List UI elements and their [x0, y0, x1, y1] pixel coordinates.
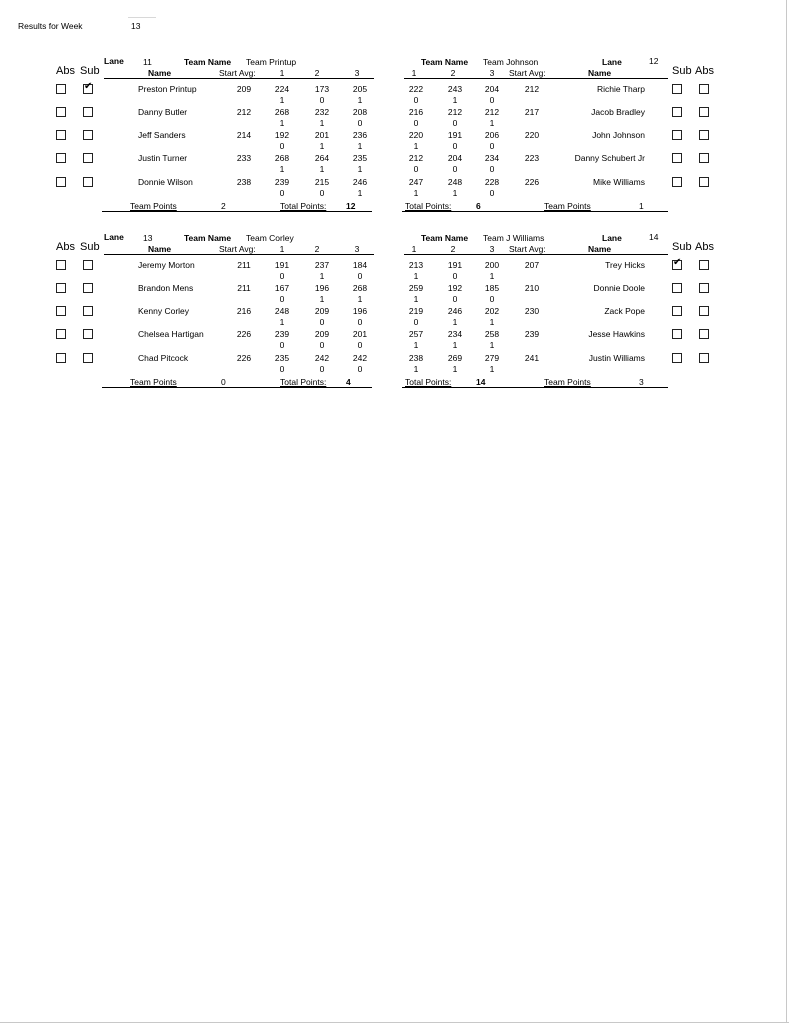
game-score-3: 228	[484, 177, 500, 187]
lane-label: Lane	[104, 56, 124, 66]
game-point-2: 0	[452, 141, 458, 151]
game-score-3: 185	[484, 283, 500, 293]
game-point-2: 0	[452, 294, 458, 304]
start-avg: 230	[524, 306, 540, 316]
game-score-3: 200	[484, 260, 500, 270]
player-name: Justin Turner	[138, 153, 188, 163]
abs-checkbox[interactable]	[699, 153, 709, 163]
game-score-2: 209	[314, 306, 330, 316]
game-score-2: 201	[314, 130, 330, 140]
sub-checkbox[interactable]	[83, 130, 93, 140]
lane-number: 12	[649, 56, 659, 66]
sub-header: Sub	[80, 65, 100, 77]
game-point-3: 0	[357, 271, 363, 281]
sub-checkbox[interactable]	[672, 306, 682, 316]
game-point-3: 1	[489, 364, 495, 374]
game-point-1: 1	[413, 340, 419, 350]
game-score-2: 173	[314, 84, 330, 94]
game-2-header: 2	[450, 244, 456, 254]
game-score-2: 237	[314, 260, 330, 270]
game-score-1: 222	[408, 84, 424, 94]
player-name: Donnie Wilson	[138, 177, 193, 187]
start-avg: 238	[236, 177, 252, 187]
game-point-1: 0	[413, 118, 419, 128]
game-score-2: 242	[314, 353, 330, 363]
sub-checkbox[interactable]	[83, 260, 93, 270]
game-point-2: 1	[319, 294, 325, 304]
team-points-value: 1	[639, 201, 644, 211]
game-score-2: 234	[447, 329, 463, 339]
player-name: Jesse Hawkins	[588, 329, 645, 339]
game-score-2: 264	[314, 153, 330, 163]
player-name: Richie Tharp	[596, 84, 645, 94]
team-points-label: Team Points	[130, 377, 177, 387]
game-point-1: 1	[413, 294, 419, 304]
abs-checkbox[interactable]	[699, 306, 709, 316]
game-point-1: 0	[279, 141, 285, 151]
abs-checkbox[interactable]	[699, 260, 709, 270]
abs-checkbox[interactable]	[699, 283, 709, 293]
lane-number: 11	[143, 57, 152, 67]
game-point-1: 0	[279, 271, 285, 281]
sub-checkbox[interactable]	[672, 84, 682, 94]
game-score-1: 268	[274, 107, 290, 117]
game-score-1: 235	[274, 353, 290, 363]
page-bottom-border	[0, 1022, 789, 1023]
footer-line	[402, 211, 668, 212]
game-point-1: 0	[279, 294, 285, 304]
total-points-label: Total Points:	[405, 377, 452, 387]
game-point-3: 0	[489, 294, 495, 304]
game-3-header: 3	[354, 68, 360, 78]
sub-checkbox[interactable]	[83, 177, 93, 187]
game-point-2: 0	[319, 364, 325, 374]
sub-checkbox[interactable]	[672, 329, 682, 339]
game-point-1: 0	[413, 317, 419, 327]
game-score-2: 248	[447, 177, 463, 187]
game-point-2: 1	[452, 188, 458, 198]
game-score-1: 167	[274, 283, 290, 293]
game-score-1: 219	[408, 306, 424, 316]
total-points-label: Total Points:	[405, 201, 452, 211]
game-point-3: 1	[489, 317, 495, 327]
player-name: Justin Williams	[588, 353, 645, 363]
player-name: Zack Pope	[604, 306, 645, 316]
game-score-3: 202	[484, 306, 500, 316]
abs-header: Abs	[56, 65, 75, 77]
player-name: Trey Hicks	[605, 260, 645, 270]
player-name: Chad Pitcock	[138, 353, 189, 363]
game-point-3: 1	[489, 271, 495, 281]
game-score-1: 268	[274, 153, 290, 163]
sub-checkbox[interactable]	[83, 306, 93, 316]
sub-checkbox[interactable]	[672, 153, 682, 163]
total-points-label: Total Points:	[280, 377, 327, 387]
game-2-header: 2	[450, 68, 456, 78]
team-name-label: Team Name	[184, 233, 232, 243]
game-score-2: 196	[314, 283, 330, 293]
game-point-1: 1	[279, 317, 285, 327]
sub-header: Sub	[672, 241, 692, 253]
sub-checkbox[interactable]	[83, 107, 93, 117]
start-avg: 226	[236, 329, 252, 339]
game-score-1: 191	[274, 260, 290, 270]
header-divider	[404, 254, 668, 255]
game-score-3: 258	[484, 329, 500, 339]
game-1-header: 1	[411, 68, 417, 78]
game-score-1: 247	[408, 177, 424, 187]
abs-checkbox[interactable]	[56, 177, 66, 187]
team-name: Team J Williams	[483, 233, 545, 243]
player-name: Kenny Corley	[138, 306, 190, 316]
total-points-value: 14	[476, 377, 486, 387]
player-name: Mike Williams	[593, 177, 645, 187]
game-score-1: 213	[408, 260, 424, 270]
game-score-3: 204	[484, 84, 500, 94]
game-1-header: 1	[411, 244, 417, 254]
game-point-3: 0	[357, 340, 363, 350]
start-avg: 210	[524, 283, 540, 293]
start-avg: 212	[236, 107, 252, 117]
game-point-1: 1	[413, 364, 419, 374]
sub-checkbox[interactable]	[83, 283, 93, 293]
game-score-3: 201	[352, 329, 368, 339]
game-score-3: 268	[352, 283, 368, 293]
start-avg: 217	[524, 107, 540, 117]
game-2-header: 2	[314, 68, 320, 78]
total-points-label: Total Points:	[280, 201, 327, 211]
game-point-3: 1	[489, 340, 495, 350]
game-score-3: 246	[352, 177, 368, 187]
game-score-1: 192	[274, 130, 290, 140]
game-score-3: 206	[484, 130, 500, 140]
game-point-3: 1	[357, 141, 363, 151]
game-point-3: 0	[489, 164, 495, 174]
game-point-2: 1	[452, 95, 458, 105]
start-avg: 207	[524, 260, 540, 270]
sub-header: Sub	[672, 65, 692, 77]
game-score-1: 239	[274, 177, 290, 187]
name-header: Name	[148, 244, 172, 254]
player-name: Donnie Doole	[593, 283, 645, 293]
game-score-2: 191	[447, 260, 463, 270]
abs-checkbox[interactable]	[699, 84, 709, 94]
player-name: Danny Butler	[138, 107, 188, 117]
abs-checkbox[interactable]	[56, 107, 66, 117]
lane-label: Lane	[104, 232, 124, 242]
name-header: Name	[148, 68, 172, 78]
footer-line	[102, 387, 372, 388]
game-point-3: 0	[357, 118, 363, 128]
player-name: Jacob Bradley	[591, 107, 645, 117]
start-avg-header: Start Avg:	[219, 68, 256, 78]
sub-checkbox[interactable]	[672, 107, 682, 117]
game-point-1: 0	[279, 340, 285, 350]
game-point-3: 1	[357, 164, 363, 174]
start-avg: 214	[236, 130, 252, 140]
start-avg: 233	[236, 153, 252, 163]
game-point-3: 1	[357, 188, 363, 198]
lane-label: Lane	[602, 57, 622, 67]
abs-checkbox[interactable]	[699, 107, 709, 117]
game-score-1: 238	[408, 353, 424, 363]
start-avg: 211	[237, 283, 251, 293]
name-header: Name	[588, 244, 612, 254]
sub-header: Sub	[80, 241, 100, 253]
sub-checkbox[interactable]	[672, 260, 682, 270]
team-name: Team Corley	[246, 233, 294, 243]
team-name-label: Team Name	[184, 57, 232, 67]
game-3-header: 3	[354, 244, 360, 254]
game-score-2: 269	[447, 353, 463, 363]
game-point-2: 0	[452, 271, 458, 281]
game-score-3: 242	[352, 353, 368, 363]
game-point-1: 0	[413, 95, 419, 105]
name-header: Name	[588, 68, 612, 78]
game-3-header: 3	[489, 244, 495, 254]
team-name: Team Johnson	[483, 57, 539, 67]
game-point-2: 0	[319, 188, 325, 198]
sub-checkbox[interactable]	[672, 353, 682, 363]
sub-checkbox[interactable]	[672, 177, 682, 187]
game-point-3: 0	[357, 364, 363, 374]
game-point-3: 1	[357, 95, 363, 105]
game-point-1: 0	[413, 164, 419, 174]
team-points-label: Team Points	[544, 377, 591, 387]
game-point-2: 1	[452, 317, 458, 327]
game-point-2: 0	[452, 118, 458, 128]
game-point-1: 1	[279, 118, 285, 128]
game-3-header: 3	[489, 68, 495, 78]
player-name: Preston Printup	[138, 84, 197, 94]
start-avg: 226	[236, 353, 252, 363]
start-avg: 226	[524, 177, 540, 187]
abs-checkbox[interactable]	[56, 283, 66, 293]
abs-header: Abs	[695, 241, 714, 253]
team-points-label: Team Points	[544, 201, 591, 211]
game-score-2: 192	[447, 283, 463, 293]
game-point-1: 1	[413, 188, 419, 198]
game-score-3: 196	[352, 306, 368, 316]
team-name: Team Printup	[246, 57, 297, 67]
results-week-number: 13	[131, 21, 141, 31]
game-point-3: 1	[357, 294, 363, 304]
game-point-2: 1	[452, 340, 458, 350]
total-points-value: 4	[346, 377, 351, 387]
footer-line	[102, 211, 372, 212]
game-score-3: 279	[484, 353, 500, 363]
game-score-3: 234	[484, 153, 500, 163]
header-divider	[104, 254, 374, 255]
game-point-3: 1	[489, 118, 495, 128]
game-point-2: 1	[319, 164, 325, 174]
game-point-1: 1	[279, 95, 285, 105]
game-point-1: 1	[413, 271, 419, 281]
lane-label: Lane	[602, 233, 622, 243]
game-score-2: 209	[314, 329, 330, 339]
abs-checkbox[interactable]	[56, 153, 66, 163]
abs-checkbox[interactable]	[56, 260, 66, 270]
game-point-3: 0	[489, 188, 495, 198]
abs-checkbox[interactable]	[699, 130, 709, 140]
game-score-3: 205	[352, 84, 368, 94]
sub-checkbox[interactable]	[83, 153, 93, 163]
start-avg: 216	[236, 306, 252, 316]
abs-checkbox[interactable]	[699, 353, 709, 363]
start-avg-header: Start Avg:	[219, 244, 256, 254]
team-points-value: 0	[221, 377, 226, 387]
game-score-2: 243	[447, 84, 463, 94]
game-score-1: 220	[408, 130, 424, 140]
game-point-3: 0	[489, 141, 495, 151]
game-point-3: 0	[489, 95, 495, 105]
game-score-1: 248	[274, 306, 290, 316]
game-score-1: 259	[408, 283, 424, 293]
game-score-1: 216	[408, 107, 424, 117]
sub-checkbox[interactable]	[672, 130, 682, 140]
lane-number: 13	[143, 233, 153, 243]
total-points-value: 6	[476, 201, 481, 211]
player-name: Jeff Sanders	[138, 130, 186, 140]
team-name-label: Team Name	[421, 233, 469, 243]
game-score-3: 208	[352, 107, 368, 117]
header-divider	[404, 78, 668, 79]
week-field-border	[128, 17, 156, 18]
lane-number: 14	[649, 232, 659, 242]
team-points-value: 2	[221, 201, 226, 211]
sub-checkbox[interactable]	[672, 283, 682, 293]
game-point-1: 0	[279, 188, 285, 198]
player-name: John Johnson	[592, 130, 645, 140]
game-score-2: 191	[447, 130, 463, 140]
footer-line	[402, 387, 668, 388]
game-point-1: 0	[279, 364, 285, 374]
game-score-2: 204	[447, 153, 463, 163]
game-score-2: 246	[447, 306, 463, 316]
start-avg: 241	[524, 353, 540, 363]
player-name: Danny Schubert Jr	[574, 153, 645, 163]
game-point-2: 0	[319, 317, 325, 327]
game-score-2: 215	[314, 177, 330, 187]
sub-checkbox[interactable]	[83, 84, 93, 94]
game-point-2: 0	[319, 95, 325, 105]
player-name: Jeremy Morton	[138, 260, 195, 270]
team-points-value: 3	[639, 377, 644, 387]
abs-checkbox[interactable]	[56, 130, 66, 140]
game-score-1: 257	[408, 329, 424, 339]
game-point-1: 1	[279, 164, 285, 174]
total-points-value: 12	[346, 201, 356, 211]
game-1-header: 1	[279, 244, 285, 254]
game-score-1: 239	[274, 329, 290, 339]
game-point-2: 1	[319, 141, 325, 151]
game-score-1: 212	[408, 153, 424, 163]
game-score-1: 224	[274, 84, 290, 94]
game-point-3: 0	[357, 317, 363, 327]
game-point-2: 1	[319, 118, 325, 128]
abs-header: Abs	[56, 241, 75, 253]
sub-checkbox[interactable]	[83, 353, 93, 363]
abs-checkbox[interactable]	[56, 84, 66, 94]
abs-header: Abs	[695, 65, 714, 77]
player-name: Brandon Mens	[138, 283, 194, 293]
results-week-label: Results for Week	[18, 21, 83, 31]
start-avg: 212	[524, 84, 540, 94]
game-score-3: 236	[352, 130, 368, 140]
team-name-label: Team Name	[421, 57, 469, 67]
game-point-2: 0	[452, 164, 458, 174]
page-right-border	[786, 0, 787, 1022]
game-score-3: 212	[484, 107, 500, 117]
abs-checkbox[interactable]	[699, 177, 709, 187]
abs-checkbox[interactable]	[56, 353, 66, 363]
start-avg: 220	[524, 130, 540, 140]
game-score-2: 232	[314, 107, 330, 117]
start-avg: 211	[237, 260, 251, 270]
game-point-1: 1	[413, 141, 419, 151]
game-score-2: 212	[447, 107, 463, 117]
game-point-2: 1	[452, 364, 458, 374]
game-1-header: 1	[279, 68, 285, 78]
sub-checkbox[interactable]	[83, 329, 93, 339]
start-avg: 223	[524, 153, 540, 163]
start-avg-header: Start Avg:	[509, 244, 546, 254]
player-name: Chelsea Hartigan	[138, 329, 204, 339]
start-avg: 239	[524, 329, 540, 339]
game-point-2: 0	[319, 340, 325, 350]
header-divider	[104, 78, 374, 79]
game-2-header: 2	[314, 244, 320, 254]
abs-checkbox[interactable]	[56, 329, 66, 339]
start-avg: 209	[236, 84, 252, 94]
abs-checkbox[interactable]	[699, 329, 709, 339]
game-score-3: 184	[352, 260, 368, 270]
start-avg-header: Start Avg:	[509, 68, 546, 78]
game-point-2: 1	[319, 271, 325, 281]
game-score-3: 235	[352, 153, 368, 163]
team-points-label: Team Points	[130, 201, 177, 211]
abs-checkbox[interactable]	[56, 306, 66, 316]
